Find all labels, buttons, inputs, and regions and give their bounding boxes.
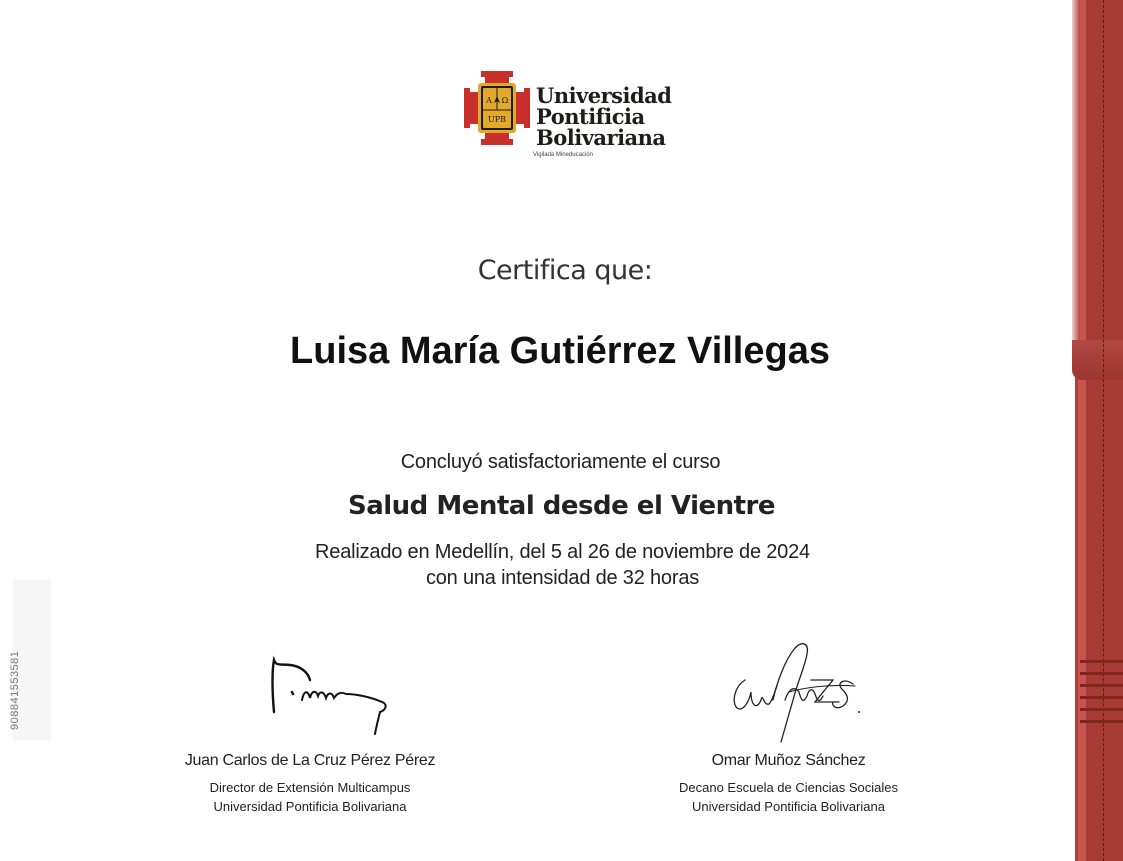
crest-alpha: Α [486, 96, 492, 105]
ribbon-stripe [1080, 684, 1123, 687]
signatory-right-name: Omar Muñoz Sánchez [711, 752, 866, 769]
ribbon-stripe [1080, 720, 1123, 723]
ribbon-stripe [1080, 708, 1123, 711]
signatory-left-institution: Universidad Pontificia Bolivariana [213, 799, 407, 814]
crest-omega: Ω [501, 96, 509, 105]
signature-block-left [150, 640, 470, 814]
ribbon-fold-shadow [1072, 0, 1080, 372]
signatory-right-title: Decano Escuela de Ciencias Sociales [679, 780, 898, 795]
ribbon-band [1080, 0, 1123, 861]
signature-image-right [715, 630, 865, 745]
recipient-name: Luisa María Gutiérrez Villegas [290, 330, 830, 372]
signature-image-left [230, 640, 390, 735]
logo-line-1: Universidad [536, 83, 672, 108]
ribbon-stitching [1103, 0, 1104, 861]
logo-line-3: Bolivariana [536, 125, 666, 150]
certificate-heading: Certifica que: [477, 255, 653, 286]
crest-icon [463, 70, 531, 146]
location-dates: Realizado en Medellín, del 5 al 26 de noviembre de 2024 [315, 541, 810, 563]
logo-line-2: Pontificia [536, 104, 645, 129]
course-name: Salud Mental desde el Vientre [347, 491, 776, 521]
course-intensity: con una intensidad de 32 horas [425, 567, 700, 589]
signatory-left-title: Director de Extensión Multicampus [209, 780, 411, 795]
serial-number: 908841553581 [9, 650, 21, 730]
signatory-right-institution: Universidad Pontificia Bolivariana [692, 799, 885, 814]
completion-text: Concluyó satisfactoriamente el curso [400, 451, 721, 473]
ribbon-stripe [1080, 672, 1123, 675]
ribbon-stripe [1080, 660, 1123, 663]
signatory-left-name: Juan Carlos de La Cruz Pérez Pérez [184, 752, 436, 769]
ribbon-stripe [1080, 696, 1123, 699]
signature-block-right [630, 630, 950, 814]
university-logo [463, 70, 673, 165]
logo-tagline: Vigilada Mineducación [533, 152, 593, 158]
crest-upb: UPB [487, 115, 507, 124]
